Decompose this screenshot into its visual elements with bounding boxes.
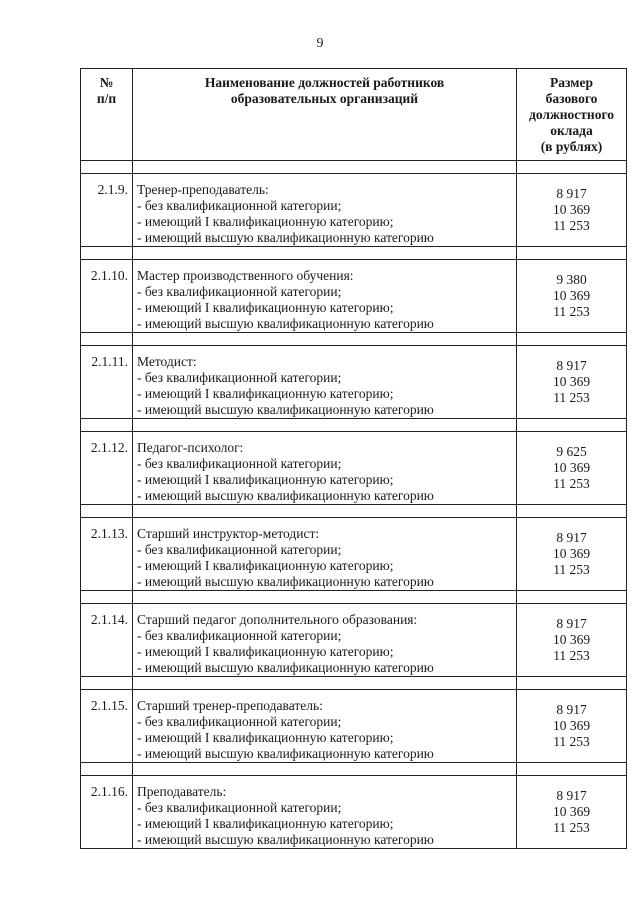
salary-value: 10 369 xyxy=(552,202,591,217)
category-item: - имеющий высшую квалификационную категорию xyxy=(137,316,434,331)
header-salary-line: оклада xyxy=(550,123,593,138)
salary-value: 11 253 xyxy=(553,304,590,319)
row-number: 2.1.11. xyxy=(81,346,133,419)
salary-value: 8 917 xyxy=(556,186,587,201)
category-item: - имеющий I квалификационную категорию; xyxy=(137,644,394,659)
spacer-row xyxy=(81,419,627,432)
salary-value: 10 369 xyxy=(552,632,591,647)
header-salary xyxy=(517,69,627,161)
category-item: - имеющий высшую квалификационную категорию xyxy=(137,402,434,417)
category-item: - без квалификационной категории; xyxy=(137,198,342,213)
salary-cell xyxy=(517,690,627,763)
category-item: - имеющий I квалификационную категорию; xyxy=(137,386,394,401)
table-row xyxy=(81,776,627,849)
position-title: Мастер производственного обучения: xyxy=(137,268,354,283)
salary-value: 10 369 xyxy=(552,288,591,303)
salary-value: 10 369 xyxy=(552,718,591,733)
position-title: Тренер-преподаватель: xyxy=(137,182,269,197)
salary-value: 10 369 xyxy=(552,546,591,561)
position-cell xyxy=(133,346,517,419)
spacer-row xyxy=(81,763,627,776)
salary-value: 9 625 xyxy=(556,444,587,459)
category-item: - имеющий I квалификационную категорию; xyxy=(137,730,394,745)
salary-value: 10 369 xyxy=(552,804,591,819)
category-item: - имеющий I квалификационную категорию; xyxy=(137,558,394,573)
table-row xyxy=(81,346,627,419)
position-cell xyxy=(133,432,517,505)
table-body xyxy=(81,161,627,849)
category-item: - без квалификационной категории; xyxy=(137,456,342,471)
salary-value: 11 253 xyxy=(553,648,590,663)
salary-value: 8 917 xyxy=(556,616,587,631)
salary-value: 10 369 xyxy=(552,460,591,475)
row-number: 2.1.16. xyxy=(81,776,133,849)
category-item: - без квалификационной категории; xyxy=(137,542,342,557)
salary-value: 8 917 xyxy=(556,530,587,545)
salary-value: 11 253 xyxy=(553,562,590,577)
position-cell xyxy=(133,260,517,333)
salary-value: 11 253 xyxy=(553,218,590,233)
row-number: 2.1.9. xyxy=(81,174,133,247)
salary-value: 11 253 xyxy=(553,390,590,405)
header-number xyxy=(81,69,133,161)
category-item: - имеющий высшую квалификационную категорию xyxy=(137,574,434,589)
spacer-row xyxy=(81,677,627,690)
salary-cell xyxy=(517,604,627,677)
spacer-row xyxy=(81,161,627,174)
category-item: - без квалификационной категории; xyxy=(137,800,342,815)
salary-cell xyxy=(517,776,627,849)
salary-value: 11 253 xyxy=(553,820,590,835)
category-item: - имеющий высшую квалификационную категорию xyxy=(137,832,434,847)
header-number-line: № xyxy=(99,75,114,90)
salary-table xyxy=(80,68,627,849)
category-item: - имеющий I квалификационную категорию; xyxy=(137,214,394,229)
table-row xyxy=(81,432,627,505)
category-item: - без квалификационной категории; xyxy=(137,370,342,385)
category-item: - имеющий I квалификационную категорию; xyxy=(137,300,394,315)
position-cell xyxy=(133,174,517,247)
salary-value: 8 917 xyxy=(556,702,587,717)
header-number-line: п/п xyxy=(96,91,117,106)
salary-cell xyxy=(517,174,627,247)
header-salary-line: должностного xyxy=(529,107,614,122)
row-number: 2.1.10. xyxy=(81,260,133,333)
header-name-line: образовательных организаций xyxy=(230,91,419,106)
page-number: 9 xyxy=(316,36,324,51)
salary-value: 8 917 xyxy=(556,358,587,373)
position-title: Педагог-психолог: xyxy=(137,440,244,455)
row-number: 2.1.13. xyxy=(81,518,133,591)
header-position-name xyxy=(133,69,517,161)
table-row xyxy=(81,174,627,247)
position-title: Преподаватель: xyxy=(137,784,227,799)
row-number: 2.1.15. xyxy=(81,690,133,763)
position-cell xyxy=(133,690,517,763)
category-item: - имеющий высшую квалификационную категорию xyxy=(137,746,434,761)
position-title: Методист: xyxy=(137,354,197,369)
salary-value: 11 253 xyxy=(553,476,590,491)
category-item: - имеющий высшую квалификационную категорию xyxy=(137,488,434,503)
category-item: - имеющий I квалификационную категорию; xyxy=(137,816,394,831)
salary-cell xyxy=(517,518,627,591)
category-item: - без квалификационной категории; xyxy=(137,284,342,299)
salary-value: 8 917 xyxy=(556,788,587,803)
table-header-row xyxy=(81,69,627,161)
row-number: 2.1.14. xyxy=(81,604,133,677)
salary-cell xyxy=(517,346,627,419)
table-row xyxy=(81,260,627,333)
category-item: - без квалификационной категории; xyxy=(137,628,342,643)
header-salary-line: (в рублях) xyxy=(540,139,603,154)
position-cell xyxy=(133,518,517,591)
spacer-row xyxy=(81,505,627,518)
header-name-line: Наименование должностей работников xyxy=(204,75,445,90)
category-item: - имеющий высшую квалификационную категорию xyxy=(137,660,434,675)
header-salary-line: базового xyxy=(545,91,598,106)
salary-value: 11 253 xyxy=(553,734,590,749)
spacer-row xyxy=(81,333,627,346)
spacer-row xyxy=(81,591,627,604)
category-item: - имеющий I квалификационную категорию; xyxy=(137,472,394,487)
table-row xyxy=(81,690,627,763)
salary-cell xyxy=(517,260,627,333)
category-item: - без квалификационной категории; xyxy=(137,714,342,729)
position-title: Старший педагог дополнительного образования: xyxy=(137,612,418,627)
table-row xyxy=(81,604,627,677)
spacer-row xyxy=(81,247,627,260)
salary-cell xyxy=(517,432,627,505)
category-item: - имеющий высшую квалификационную категорию xyxy=(137,230,434,245)
position-title: Старший инструктор-методист: xyxy=(137,526,320,541)
position-cell xyxy=(133,604,517,677)
position-cell xyxy=(133,776,517,849)
table-row xyxy=(81,518,627,591)
salary-value: 9 380 xyxy=(556,272,587,287)
position-title: Старший тренер-преподаватель: xyxy=(137,698,323,713)
salary-value: 10 369 xyxy=(552,374,591,389)
header-salary-line: Размер xyxy=(550,75,593,90)
row-number: 2.1.12. xyxy=(81,432,133,505)
